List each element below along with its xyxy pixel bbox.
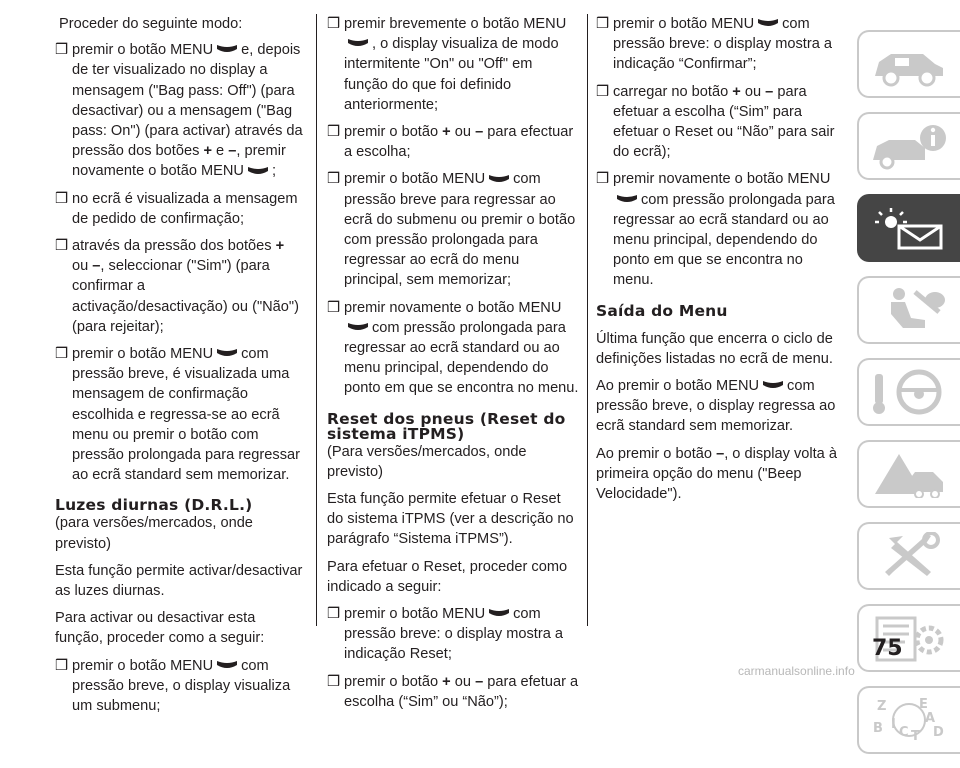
section-subtitle: (para versões/mercados, onde previsto) (55, 515, 253, 552)
list-item: ❒ premir o botão + ou – para efetuar a escolha (“Sim” ou “Não”); (327, 673, 579, 710)
watermark: carmanualsonline.info (738, 664, 855, 678)
paragraph: Esta função permite activar/desactivar as luzes diurnas. (55, 562, 303, 600)
tab-warning-lights[interactable] (857, 194, 960, 262)
menu-button-icon (347, 38, 369, 48)
menu-button-icon (216, 348, 238, 358)
menu-button-icon (216, 44, 238, 54)
section-heading-exit: Saída do Menu (596, 301, 728, 320)
intro-text: Proceder do seguinte modo: (59, 16, 243, 32)
checkbox-bullet-icon: ❒ (327, 606, 341, 623)
column-3 (596, 14, 846, 511)
paragraph: Última função que encerra o ciclo de definições listadas no ecrã de menu. (596, 330, 833, 367)
checkbox-bullet-icon: ❒ (327, 124, 341, 141)
svg-text:D: D (933, 725, 944, 740)
page-number: 75 (872, 636, 903, 661)
section-heading-drl: Luzes diurnas (D.R.L.) (55, 496, 253, 515)
car-info-circle-icon (869, 122, 951, 170)
menu-button-icon (616, 194, 638, 204)
menu-button-icon (247, 166, 269, 176)
list-item: ❒ no ecrã é visualizada a mensagem de pedido de confirmação; (55, 190, 298, 227)
list-item: ❒ premir brevemente o botão MENU , o display visualiza de modo intermitente "On" ou "Off" em função do que foi definido anteriormente; (327, 16, 567, 113)
svg-text:I: I (891, 717, 896, 732)
list-item: ❒ premir o botão MENU e, depois de ter visualizado no display a mensagem ("Bag pass: Off") (para desactivar) ou a mensagem ("Bag pass: On") (para activar) através da pressão dos botões + e –, premir novamente o botão MENU ; (55, 42, 303, 180)
paragraph: Para efetuar o Reset, proceder como indicado a seguir: (327, 558, 568, 595)
list-item: ❒ premir o botão MENU com pressão breve: o display mostra a indicação “Confirmar”; (596, 16, 833, 73)
menu-button-icon (762, 380, 784, 390)
list-item: ❒ premir o botão + ou – para efectuar a escolha; (327, 124, 574, 161)
airbag-seat-icon (869, 286, 951, 334)
svg-text:A: A (925, 711, 936, 726)
svg-text:B: B (873, 721, 883, 736)
checkbox-bullet-icon: ❒ (55, 190, 69, 207)
tab-index[interactable] (857, 686, 960, 754)
steering-key-icon (869, 368, 951, 416)
list-item: ❒ premir o botão MENU com pressão breve: o display mostra a indicação Reset; (327, 606, 564, 663)
menu-button-icon (216, 660, 238, 670)
tab-car-info[interactable] (857, 30, 960, 98)
checkbox-bullet-icon: ❒ (596, 171, 610, 188)
svg-text:C: C (899, 725, 909, 740)
paragraph: Ao premir o botão –, o display volta à primeira opção do menu ("Beep Velocidade"). (596, 445, 837, 503)
list-item: ❒ através da pressão dos botões + ou –, seleccionar ("Sim") (para confirmar a activação/desactivação) ou ("Não") (para rejeitar); (55, 238, 299, 335)
list-item: ❒ premir o botão MENU com pressão breve, é visualizada uma mensagem de confirmação escolhida e regressa-se ao ecrã menu ou premir o botão com pressão prolongada para regressar ao ecrã standard sem memorizar. (55, 346, 300, 484)
tab-maintenance[interactable] (857, 522, 960, 590)
paragraph: Esta função permite efetuar o Reset do sistema iTPMS (ver a descrição no parágrafo “Sistema iTPMS”). (327, 491, 574, 548)
section-heading-reset: Reset dos pneus (Reset do sistema iTPMS) (327, 409, 566, 443)
checkbox-bullet-icon: ❒ (55, 42, 69, 59)
tools-icon (869, 532, 951, 580)
tab-car-info-circle[interactable] (857, 112, 960, 180)
menu-button-icon (488, 608, 510, 618)
checkbox-bullet-icon: ❒ (596, 83, 610, 100)
warning-light-envelope-icon (869, 204, 951, 252)
column-1 (55, 14, 303, 723)
list-item: ❒ premir novamente o botão MENU com pressão prolongada para regressar ao ecrã standard ou ao menu principal, dependendo do ponto em que se encontra no menu. (327, 299, 579, 397)
column-divider (316, 14, 317, 626)
paragraph: Para activar ou desactivar esta função, proceder como a seguir: (55, 610, 265, 647)
checkbox-bullet-icon: ❒ (55, 346, 69, 363)
alphabet-index-icon (869, 696, 951, 744)
list-item: ❒ premir o botão MENU com pressão breve para regressar ao ecrã do submenu ou premir o botão com pressão prolongada para regressar ao ecrã do menu principal, sem memorizar; (327, 171, 576, 289)
list-item: ❒ premir o botão MENU com pressão breve, o display visualiza um submenu; (55, 657, 291, 715)
section-subtitle: (Para versões/mercados, onde previsto) (327, 443, 527, 480)
menu-button-icon (347, 322, 369, 332)
car-info-icon (869, 40, 951, 88)
tab-emergency[interactable] (857, 440, 960, 508)
column-divider (587, 14, 588, 626)
svg-text:E: E (919, 697, 928, 712)
list-item: ❒ carregar no botão + ou – para efetuar a escolha (“Sim” para efetuar o Reset ou “Não” para sair do ecrã); (596, 83, 835, 161)
list-item: ❒ premir novamente o botão MENU com pressão prolongada para regressar ao ecrã standard ou ao menu principal, dependendo do ponto em que se encontra no menu. (596, 171, 835, 289)
tab-airbag-seat[interactable] (857, 276, 960, 344)
column-2 (327, 14, 579, 719)
menu-button-icon (757, 18, 779, 28)
paragraph: Ao premir o botão MENU com pressão breve, o display regressa ao ecrã standard sem memorizar. (596, 378, 836, 435)
menu-button-icon (488, 174, 510, 184)
checkbox-bullet-icon: ❒ (327, 673, 341, 690)
car-crash-icon (869, 450, 951, 498)
checkbox-bullet-icon: ❒ (55, 657, 69, 674)
tab-starting-driving[interactable] (857, 358, 960, 426)
checkbox-bullet-icon: ❒ (327, 16, 341, 32)
checkbox-bullet-icon: ❒ (596, 16, 610, 32)
checkbox-bullet-icon: ❒ (55, 238, 69, 255)
checkbox-bullet-icon: ❒ (327, 171, 341, 188)
checkbox-bullet-icon: ❒ (327, 299, 341, 316)
svg-text:Z: Z (877, 699, 887, 714)
svg-text:T: T (911, 729, 920, 744)
